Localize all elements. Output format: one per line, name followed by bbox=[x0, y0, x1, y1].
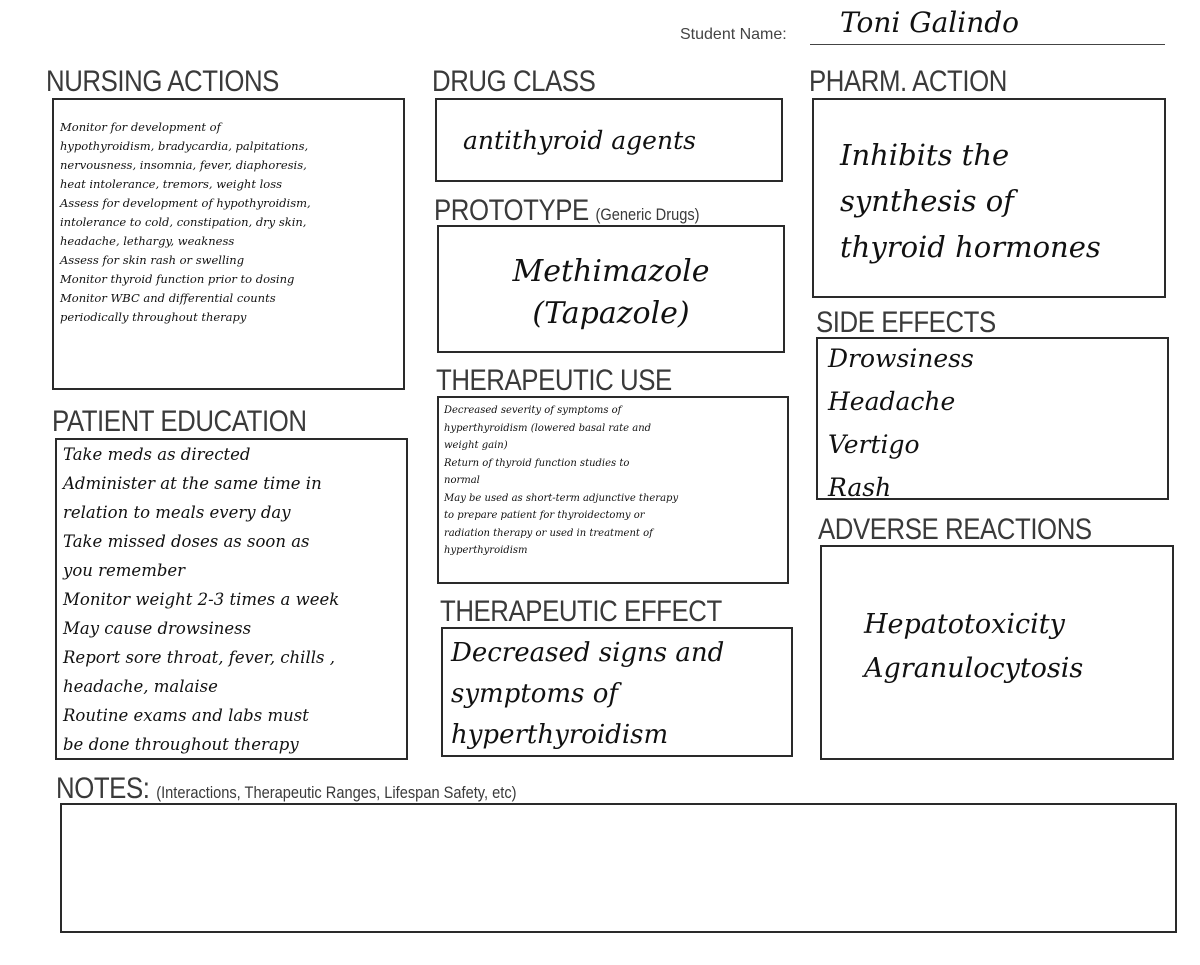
list-item: hyperthyroidism bbox=[451, 720, 669, 750]
list-item: headache, lethargy, weakness bbox=[60, 234, 235, 248]
therapeutic-effect-box[interactable] bbox=[441, 627, 793, 757]
list-item: Administer at the same time in bbox=[63, 474, 322, 493]
list-item: thyroid hormones bbox=[840, 230, 1101, 264]
drug-class-box[interactable] bbox=[435, 98, 783, 182]
list-item: be done throughout therapy bbox=[63, 735, 299, 754]
list-item: relation to meals every day bbox=[63, 503, 291, 522]
patient-education-heading: PATIENT EDUCATION bbox=[52, 405, 307, 438]
prototype-generic-name: Methimazole bbox=[512, 254, 710, 289]
nursing-actions-heading: NURSING ACTIONS bbox=[46, 65, 279, 98]
side-effects-heading: SIDE EFFECTS bbox=[816, 306, 996, 339]
therapeutic-effect-text bbox=[451, 633, 724, 756]
side-effects-list bbox=[828, 337, 974, 509]
list-item: Hepatotoxicity bbox=[864, 609, 1065, 640]
notes-title: NOTES: bbox=[56, 772, 150, 805]
list-item: synthesis of bbox=[840, 184, 1014, 218]
list-item: Agranulocytosis bbox=[864, 653, 1084, 684]
list-item: nervousness, insomnia, fever, diaphoresis, bbox=[60, 158, 307, 172]
therapeutic-effect-heading: THERAPEUTIC EFFECT bbox=[440, 595, 722, 628]
list-item: Drowsiness bbox=[828, 344, 974, 373]
list-item: hyperthyroidism (lowered basal rate and bbox=[444, 422, 652, 434]
list-item: Routine exams and labs must bbox=[63, 706, 309, 725]
prototype-heading bbox=[434, 196, 700, 226]
list-item: hyperthyroidism bbox=[444, 545, 528, 556]
list-item: to prepare patient for thyroidectomy or bbox=[444, 510, 645, 521]
student-name-underline bbox=[810, 44, 1165, 45]
pharm-action-text bbox=[840, 132, 1101, 270]
therapeutic-use-box[interactable] bbox=[437, 396, 789, 584]
list-item: intolerance to cold, constipation, dry skin, bbox=[60, 215, 307, 229]
list-item: Monitor weight 2-3 times a week bbox=[63, 590, 340, 609]
list-item: heat intolerance, tremors, weight loss bbox=[60, 177, 283, 191]
therapeutic-use-text bbox=[444, 402, 678, 560]
list-item: Assess for skin rash or swelling bbox=[60, 253, 245, 267]
patient-education-text bbox=[63, 440, 339, 759]
list-item: Assess for development of hypothyroidism, bbox=[60, 196, 311, 210]
student-name-value[interactable]: Toni Galindo bbox=[840, 6, 1020, 39]
list-item: weight gain) bbox=[444, 440, 508, 451]
list-item: Take meds as directed bbox=[63, 445, 251, 464]
list-item: Report sore throat, fever, chills , bbox=[63, 648, 335, 667]
adverse-reactions-box[interactable] bbox=[820, 545, 1174, 760]
patient-education-box[interactable] bbox=[55, 438, 408, 760]
list-item: Rash bbox=[828, 473, 892, 502]
prototype-value bbox=[439, 251, 783, 335]
prototype-brand-name: (Tapazole) bbox=[532, 296, 690, 331]
list-item: Return of thyroid function studies to bbox=[444, 457, 630, 469]
list-item: Take missed doses as soon as bbox=[63, 532, 310, 551]
drug-class-heading: DRUG CLASS bbox=[432, 65, 596, 98]
prototype-box[interactable] bbox=[437, 225, 785, 353]
therapeutic-use-heading: THERAPEUTIC USE bbox=[436, 364, 672, 397]
list-item: radiation therapy or used in treatment of bbox=[444, 527, 653, 539]
list-item: Inhibits the bbox=[840, 138, 1010, 172]
list-item: May cause drowsiness bbox=[63, 619, 252, 638]
adverse-reactions-heading: ADVERSE REACTIONS bbox=[818, 513, 1092, 546]
list-item: Headache bbox=[828, 387, 956, 416]
prototype-subtitle: (Generic Drugs) bbox=[595, 205, 700, 224]
list-item: symptoms of bbox=[451, 679, 618, 709]
list-item: normal bbox=[444, 475, 480, 486]
prototype-title: PROTOTYPE bbox=[434, 194, 589, 227]
drug-class-value: antithyroid agents bbox=[463, 126, 696, 155]
notes-heading bbox=[56, 774, 517, 804]
nursing-actions-text bbox=[60, 118, 311, 327]
student-name-label: Student Name: bbox=[680, 26, 787, 43]
list-item: Monitor WBC and differential counts bbox=[60, 291, 276, 305]
pharm-action-box[interactable] bbox=[812, 98, 1166, 298]
list-item: May be used as short-term adjunctive therapy bbox=[444, 492, 679, 504]
list-item: Monitor thyroid function prior to dosing bbox=[60, 272, 295, 286]
adverse-reactions-text bbox=[864, 603, 1083, 691]
pharm-action-heading: PHARM. ACTION bbox=[809, 65, 1007, 98]
notes-subtitle: (Interactions, Therapeutic Ranges, Lifespan Safety, etc) bbox=[156, 783, 517, 802]
list-item: Monitor for development of bbox=[60, 120, 221, 134]
list-item: you remember bbox=[63, 561, 186, 580]
list-item: Decreased signs and bbox=[451, 638, 725, 668]
nursing-actions-box[interactable] bbox=[52, 98, 405, 390]
list-item: headache, malaise bbox=[63, 677, 218, 696]
list-item: Decreased severity of symptoms of bbox=[444, 405, 622, 416]
notes-box[interactable] bbox=[60, 803, 1177, 933]
side-effects-box[interactable] bbox=[816, 337, 1169, 500]
list-item: periodically throughout therapy bbox=[60, 310, 247, 324]
list-item: hypothyroidism, bradycardia, palpitations, bbox=[60, 139, 309, 153]
list-item: Vertigo bbox=[828, 430, 920, 459]
